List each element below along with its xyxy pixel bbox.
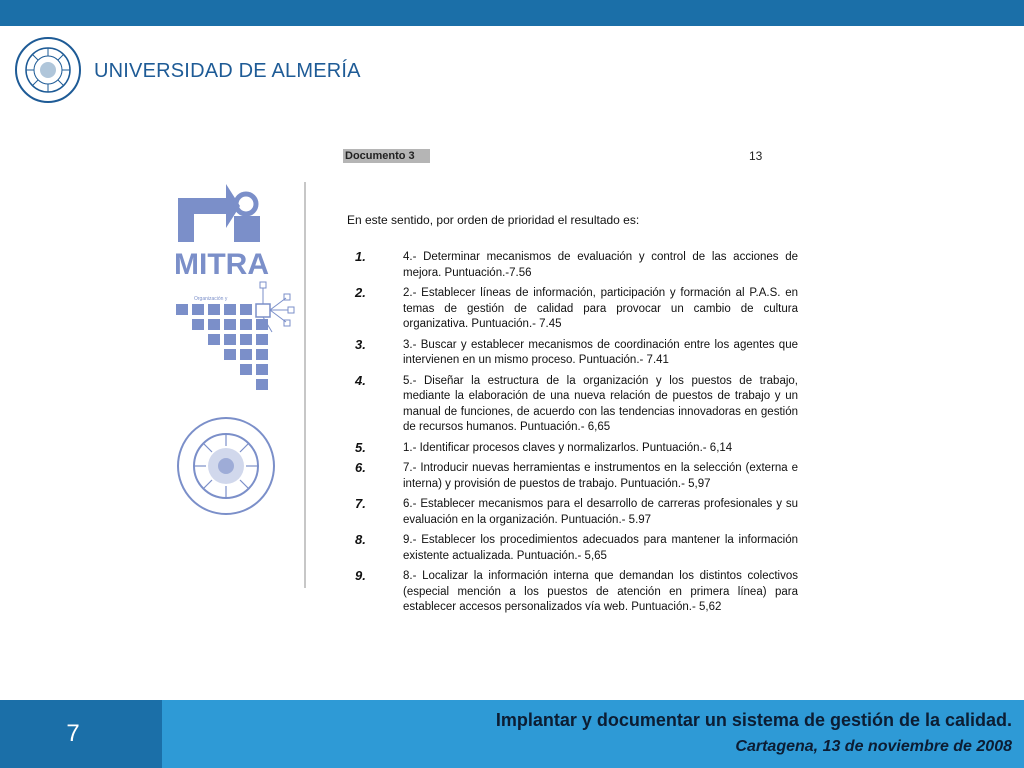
organization-grid-icon xyxy=(176,282,294,390)
footer-title: Implantar y documentar un sistema de gestión de la calidad. xyxy=(495,710,1012,730)
item-rank: 9. xyxy=(355,568,366,583)
item-text: 8.- Localizar la información interna que demandan los distintos colectivos (especial mención a los puestos de atención en primera línea) para establecer accesos personalizados vía web. Puntuación.- 5,62 xyxy=(403,570,798,613)
list-item xyxy=(355,441,798,457)
list-item xyxy=(355,497,798,528)
item-text: 1.- Identificar procesos claves y normalizarlos. Puntuación.- 6,14 xyxy=(403,441,733,454)
item-text: 3.- Buscar y establecer mecanismos de coordinación entre los agentes que intervienen en un mismo proceso. Puntuación.- 7.41 xyxy=(403,338,798,366)
item-rank: 1. xyxy=(355,249,366,264)
list-item xyxy=(355,533,798,564)
item-text: 7.- Introducir nuevas herramientas e instrumentos en la selección (externa e interna) y provisión de puestos de trabajo. Puntuación.- 5,97 xyxy=(403,462,798,490)
item-rank: 7. xyxy=(355,496,366,511)
item-rank: 2. xyxy=(355,285,366,300)
list-item xyxy=(355,286,798,333)
document-label: Documento 3 xyxy=(343,149,430,163)
university-seal-icon xyxy=(14,36,82,104)
item-text: 2.- Establecer líneas de información, participación y formación al P.A.S. en temas de gestión de calidad para provocar un cambio de cultura organizativa. Puntuación.- 7.45 xyxy=(403,287,798,330)
item-rank: 4. xyxy=(355,372,366,388)
item-text: 9.- Establecer los procedimientos adecuados para mantener la información existente actualizada. Puntuación.- 5,65 xyxy=(403,534,798,562)
document-divider xyxy=(304,182,306,588)
org-label: Organización y xyxy=(194,296,228,302)
university-name: UNIVERSIDAD DE ALMERÍA xyxy=(94,60,361,82)
document-page-number: 13 xyxy=(749,149,763,163)
priority-list xyxy=(355,250,798,621)
footer-subtitle: Cartagena, 13 de noviembre de 2008 xyxy=(735,738,1012,755)
item-rank: 5. xyxy=(355,439,366,455)
item-text: 5.- Diseñar la estructura de la organización y los puestos de trabajo, mediante la elaboración de una nueva relación de puestos de trabajo y un manual de funciones, de acuerdo con las tendencias innovadoras en gestión de recursos humanos. Puntuación.- 6,65 xyxy=(403,374,798,433)
item-rank: 3. xyxy=(355,336,366,352)
list-item xyxy=(355,250,798,281)
top-bar xyxy=(0,0,1024,26)
list-item xyxy=(355,338,798,369)
plan-mitra-logo xyxy=(172,176,304,596)
slide-number: 7 xyxy=(66,720,80,747)
document-intro: En este sentido, por orden de prioridad el resultado es: xyxy=(347,213,640,227)
footer xyxy=(0,700,1024,768)
item-text: 4.- Determinar mecanismos de evaluación y control de las acciones de mejora. Puntuación.-7.56 xyxy=(403,251,798,279)
list-item xyxy=(355,461,798,492)
slide-number-box xyxy=(0,700,162,768)
mitra-label: MITRA xyxy=(174,248,269,281)
list-item xyxy=(355,374,798,436)
item-text: 6.- Establecer mecanismos para el desarrollo de carreras profesionales y su evaluación en la organización. Puntuación.- 5.97 xyxy=(403,498,798,526)
list-item xyxy=(355,569,798,616)
item-rank: 6. xyxy=(355,460,366,475)
mitra-logo-icon xyxy=(174,184,269,281)
university-logo xyxy=(14,36,361,108)
plan-label: Plan xyxy=(200,230,219,240)
item-rank: 8. xyxy=(355,532,366,547)
university-seal-large-icon xyxy=(178,418,274,514)
